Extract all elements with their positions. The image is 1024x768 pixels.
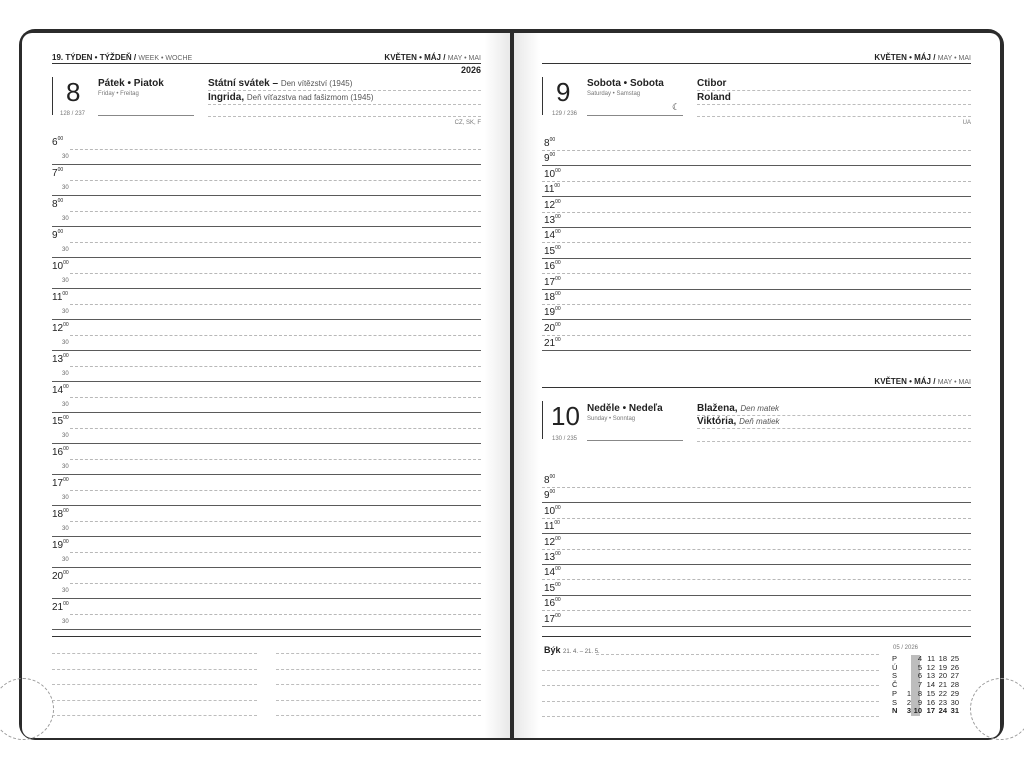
time-label: $9^{00}$ (544, 489, 556, 502)
name-day-2: Roland (697, 92, 731, 103)
time-label: $14^{00}$ (544, 229, 561, 242)
right-page (514, 33, 1000, 738)
mini-cal-date: 18 (938, 654, 947, 663)
time-label: $8^{00}$ (52, 198, 64, 210)
name-day-4: Viktória, Deň matiek (697, 416, 780, 427)
time-label: $15^{00}$ (544, 244, 561, 257)
day-name: Sobota • Sobota (587, 78, 664, 89)
time-label: $11^{00}$ (544, 183, 560, 196)
half-hour-label: 30 (62, 309, 69, 315)
moon-phase-icon: ☾ (672, 102, 681, 112)
half-hour-label: 30 (62, 154, 69, 160)
half-hour-label: 30 (62, 247, 69, 253)
mini-cal-date: 8 (917, 688, 922, 698)
mini-cal-date: 17 (926, 706, 935, 716)
time-label: $12^{00}$ (544, 535, 561, 548)
time-label: $13^{00}$ (544, 551, 561, 563)
mini-cal-date: 9 (917, 697, 922, 707)
mini-cal-date: 6 (917, 671, 922, 681)
mini-cal-date: 29 (950, 688, 959, 698)
time-label: $10^{00}$ (544, 504, 561, 517)
holiday-note-1: Státní svátek – Den vítězství (1945) (208, 78, 353, 89)
half-hour-label: 30 (62, 402, 69, 408)
half-hour-label: 30 (62, 185, 69, 191)
mini-cal-day-letter: Č (892, 680, 898, 690)
mini-cal-date: 14 (926, 680, 935, 690)
time-label: $10^{00}$ (52, 260, 69, 272)
mini-cal-date: 2 (906, 697, 911, 707)
half-hour-label: 30 (62, 557, 69, 563)
time-label: $8^{00}$ (544, 474, 556, 486)
mini-cal-date: 4 (917, 654, 922, 663)
time-label: $14^{00}$ (544, 566, 561, 579)
half-hour-label: 30 (62, 588, 69, 594)
mini-cal-date: 5 (917, 662, 922, 672)
time-label: $19^{00}$ (52, 539, 69, 551)
time-label: $17^{00}$ (52, 477, 69, 489)
mini-cal-date: 23 (938, 697, 947, 707)
mini-cal-day-letter: S (892, 697, 898, 707)
time-label: $19^{00}$ (544, 306, 561, 319)
day-count: 128 / 237 (60, 111, 86, 117)
mini-cal-date: 13 (926, 671, 935, 681)
mini-cal-date: 11 (927, 654, 935, 663)
time-label: $11^{00}$ (544, 520, 560, 533)
mini-cal-date: 10 (913, 706, 922, 716)
country-codes: UA (962, 120, 971, 126)
half-hour-label: 30 (62, 278, 69, 284)
zodiac-label: Býk 21. 4. – 21. 5. (544, 645, 600, 655)
mini-cal-date: 22 (938, 688, 947, 698)
time-label: $13^{00}$ (544, 214, 561, 226)
mini-cal-date: 16 (926, 697, 935, 707)
mini-cal-date: 25 (950, 654, 959, 663)
half-hour-label: 30 (62, 371, 69, 377)
time-label: $16^{00}$ (544, 260, 561, 273)
time-label: $17^{00}$ (544, 612, 561, 625)
month-header-2: KVĚTEN • MÁJ / MAY • MAI (874, 377, 971, 386)
half-hour-label: 30 (62, 340, 69, 346)
time-label: $20^{00}$ (52, 570, 69, 582)
time-label: $14^{00}$ (52, 384, 69, 396)
time-label: $18^{00}$ (544, 291, 561, 303)
day-name-alt-2: Sunday • Sonntag (587, 416, 636, 422)
month-header: KVĚTEN • MÁJ / MAY • MAI (874, 53, 971, 62)
mini-cal-date: 19 (938, 662, 947, 672)
time-label: $13^{00}$ (52, 353, 69, 365)
time-label: $15^{00}$ (52, 415, 69, 427)
mini-cal-date: 30 (950, 697, 959, 707)
corner-pocket-right (970, 678, 1024, 740)
day-name-2: Neděle • Nedeľa (587, 403, 663, 414)
time-label: $21^{00}$ (544, 337, 561, 350)
mini-cal-date: 26 (950, 662, 959, 672)
time-label: $7^{00}$ (52, 167, 64, 179)
day-name-alt: Friday • Freitag (98, 91, 139, 97)
day-number: 9 (556, 77, 571, 107)
name-day-3: Blažena, Den matek (697, 403, 780, 414)
time-label: $9^{00}$ (52, 229, 64, 241)
day-number-2: 10 (551, 401, 580, 431)
corner-pocket-left (0, 678, 54, 740)
month-header: KVĚTEN • MÁJ / MAY • MAI (384, 53, 481, 62)
year-label: 2026 (460, 65, 481, 75)
day-count-2: 130 / 235 (552, 436, 578, 442)
left-page (22, 33, 510, 738)
half-hour-label: 30 (62, 216, 69, 222)
mini-cal-date: 31 (950, 706, 959, 716)
time-label: $20^{00}$ (544, 321, 561, 334)
mini-cal-day-letter: P (892, 688, 898, 698)
time-label: $9^{00}$ (544, 152, 556, 165)
half-hour-label: 30 (62, 526, 69, 532)
mini-calendar-title: 05 / 2026 (893, 645, 919, 651)
mini-cal-date: 21 (938, 680, 947, 690)
day-count: 129 / 236 (552, 111, 578, 117)
half-hour-label: 30 (62, 433, 69, 439)
half-hour-label: 30 (62, 619, 69, 625)
time-label: $16^{00}$ (52, 446, 69, 458)
week-header: 19. TÝDEN • TÝŽDEŇ / WEEK • WOCHE (52, 53, 193, 62)
time-label: $12^{00}$ (52, 322, 69, 334)
time-label: $16^{00}$ (544, 597, 561, 610)
mini-cal-date: 1 (906, 688, 911, 698)
day-name: Pátek • Piatok (98, 78, 164, 89)
mini-cal-date: 24 (938, 706, 947, 716)
mini-cal-day-letter: Ú (892, 662, 898, 672)
day-name-alt: Saturday • Samstag (587, 91, 641, 97)
time-label: $10^{00}$ (544, 167, 561, 180)
half-hour-label: 30 (62, 495, 69, 501)
mini-cal-date: 7 (917, 680, 922, 690)
time-label: $15^{00}$ (544, 581, 561, 594)
mini-cal-day-letter: P (892, 654, 898, 663)
time-label: $12^{00}$ (544, 198, 561, 211)
holiday-note-2: Ingrida, Deň víťazstva nad fašizmom (1945) (208, 92, 374, 103)
mini-cal-date: 28 (950, 680, 959, 690)
mini-cal-date: 12 (926, 662, 935, 672)
time-label: $6^{00}$ (52, 136, 64, 148)
mini-cal-date: 20 (938, 671, 947, 681)
time-label: $18^{00}$ (52, 508, 69, 520)
half-hour-label: 30 (62, 464, 69, 470)
mini-cal-date: 15 (926, 688, 935, 698)
mini-cal-date: 27 (950, 671, 959, 681)
mini-cal-day-letter: N (892, 706, 898, 716)
day-number: 8 (66, 77, 81, 107)
time-label: $8^{00}$ (544, 137, 556, 149)
name-day-1: Ctibor (697, 78, 727, 89)
mini-cal-day-letter: S (892, 671, 898, 681)
mini-calendar (889, 645, 971, 719)
time-label: $17^{00}$ (544, 275, 561, 288)
country-codes: CZ, SK, F (454, 120, 481, 126)
time-label: $11^{00}$ (52, 291, 68, 303)
mini-cal-date: 3 (906, 706, 911, 716)
time-label: $21^{00}$ (52, 601, 69, 613)
